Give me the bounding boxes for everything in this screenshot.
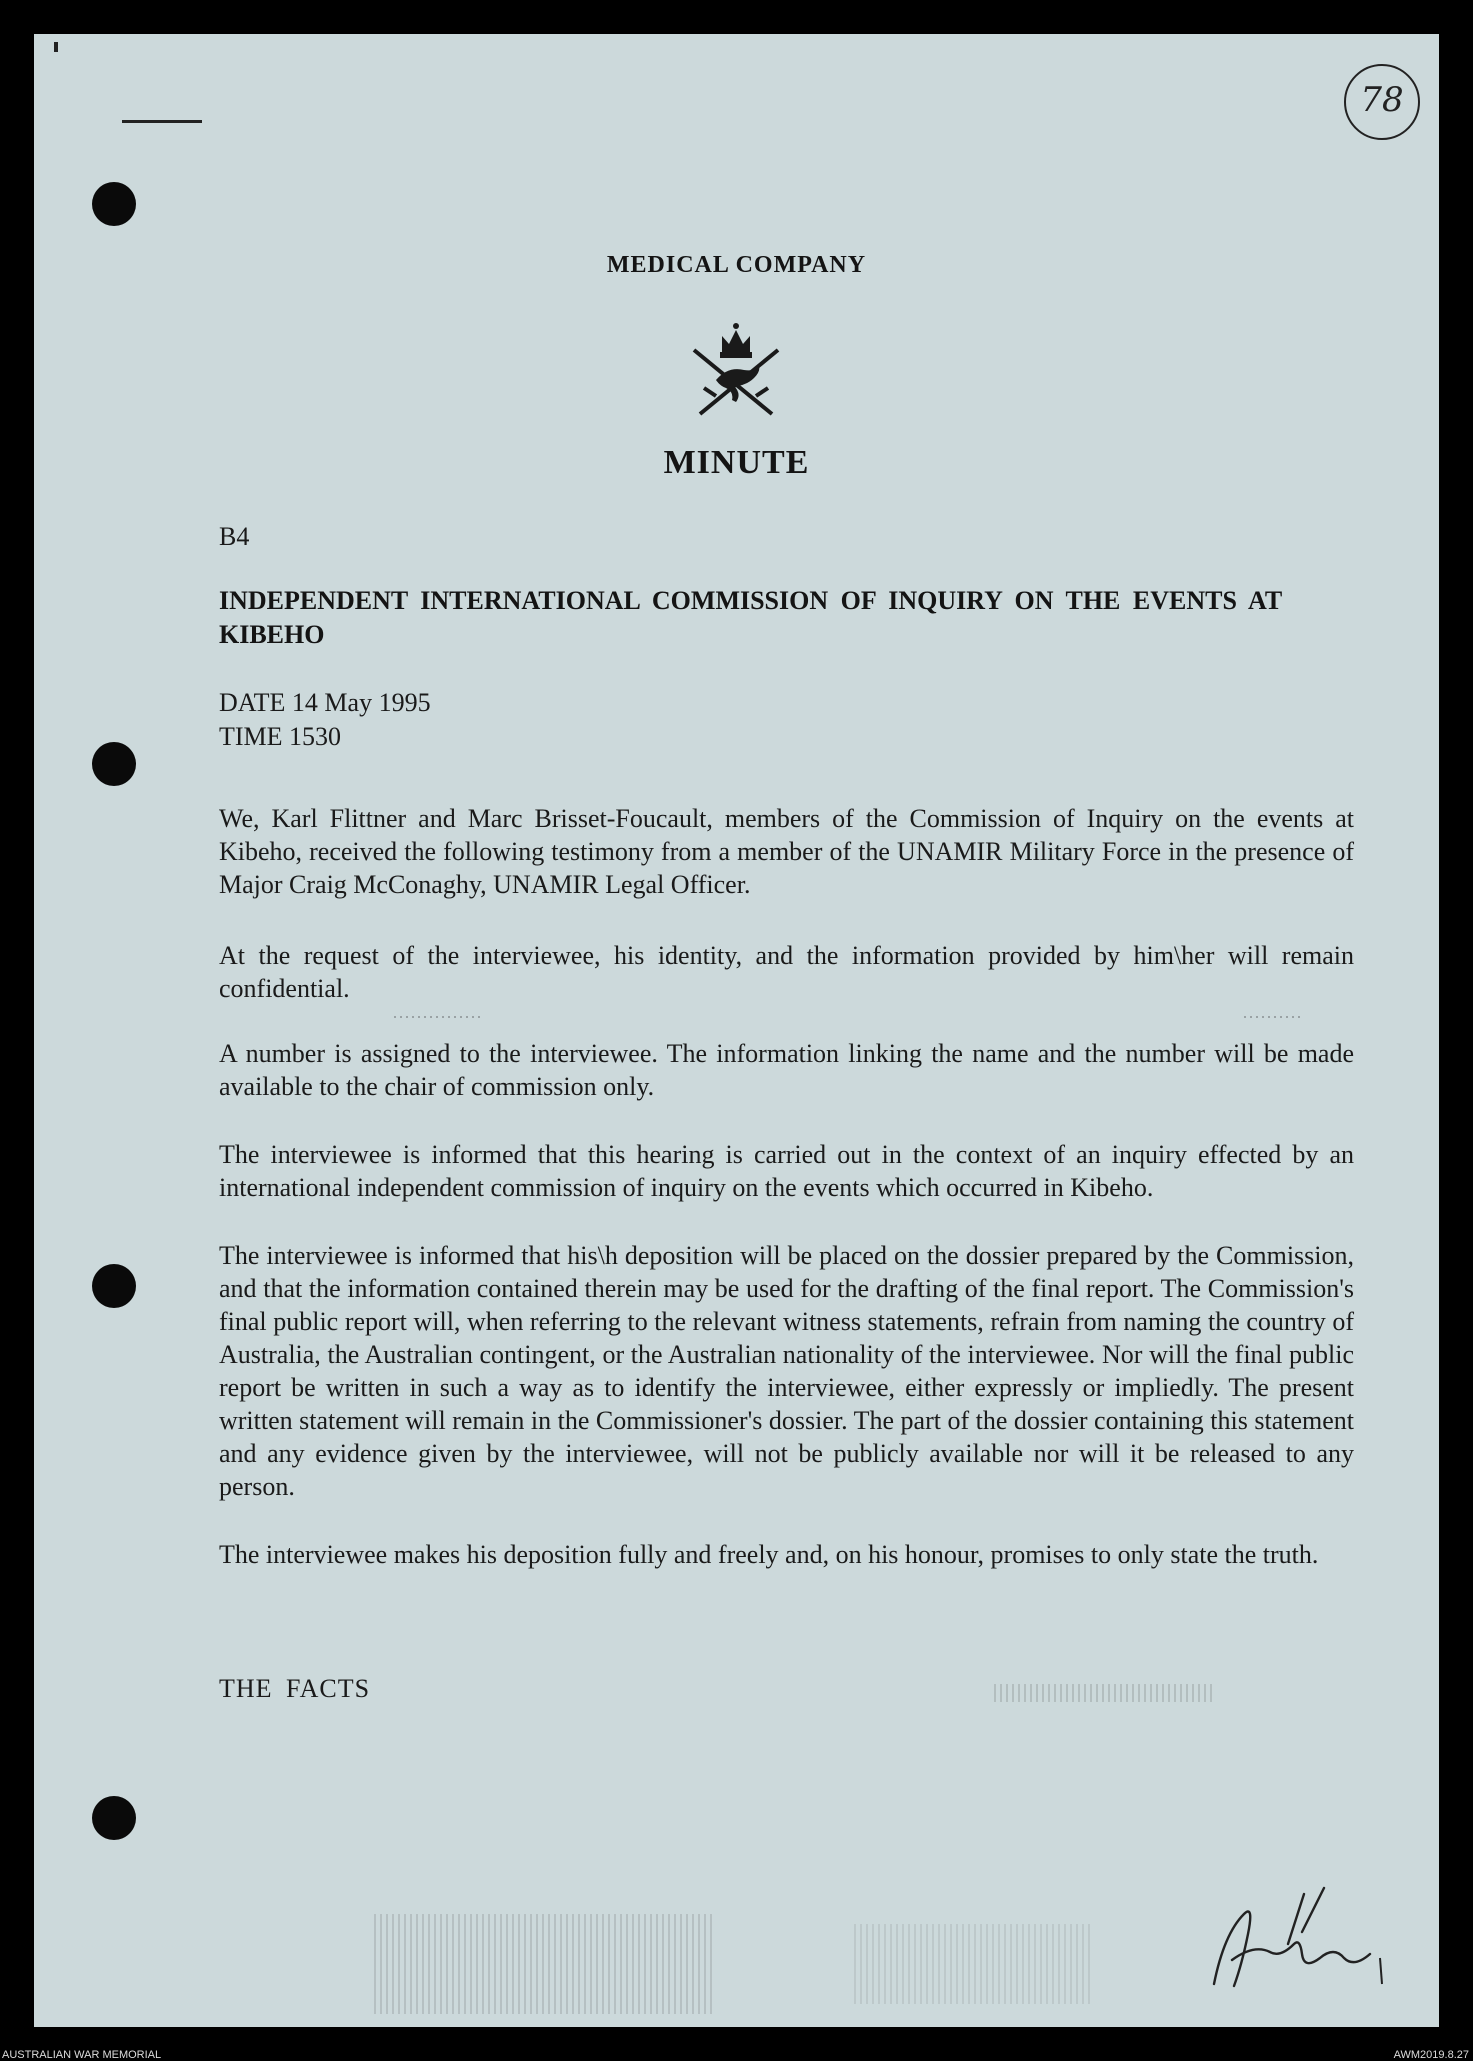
paragraph-confidentiality: At the request of the interviewee, his identity, and the information provided by him\her will remain confidential. [219,941,1354,1003]
scan-noise [374,1914,714,2014]
paragraph-context: The interviewee is informed that this hearing is carried out in the context of an inquiry effected by an international independent commission of inquiry on the events which occurred in Kibeho. [219,1140,1354,1202]
army-crossed-swords-crown-emblem-icon [686,314,786,424]
document-page [34,34,1439,2027]
paragraph-number-assignment: A number is assigned to the interviewee. The information linking the name and the number will be made available to the chair of commission only. [219,1039,1354,1101]
reference-code: B4 [219,522,250,551]
subject-heading: INDEPENDENT INTERNATIONAL COMMISSION OF INQUIRY ON THE EVENTS AT KIBEHO [219,586,1282,649]
paragraph-attendance: We, Karl Flittner and Marc Brisset-Foucault, members of the Commission of Inquiry on the events at Kibeho, received the following testimony from a member of the UNAMIR Military Force in the presence of Major Craig McConaghy, UNAMIR Legal Officer. [219,804,1354,899]
scan-noise [994,1684,1214,1702]
scan-noise [1244,1016,1304,1018]
pen-mark [122,120,202,123]
scan-noise [854,1924,1094,2004]
paragraph-dossier: The interviewee is informed that his\h deposition will be placed on the dossier prepared by the Commission, and that the information contained therein may be used for the drafting of the final report. The Commission's final public report will, when referring to the relevant witness statements, refrain from naming the country of Australia, the Australian contingent, or the Australian nationality of the interviewee. Nor will the final public report be written in such a way as to identify the interviewee, either expressly or impliedly. The present written statement will remain in the Commissioner's dossier. The part of the dossier containing this statement and any evidence given by the interviewee, will not be publicly available nor will it be released to any person. [219,1241,1354,1501]
date-line: DATE 14 May 1995 [219,688,431,717]
company-heading: MEDICAL COMPANY [606,252,867,278]
speck-mark [54,42,58,52]
time-line: TIME 1530 [219,722,342,751]
folio-number: 78 [1360,80,1404,120]
scan-noise [394,1016,484,1018]
facts-heading: THE FACTS [219,1674,371,1703]
signature-icon [1184,1874,1404,2004]
archive-reference: AWM2019.8.27 [1393,2049,1469,2061]
minute-title: MINUTE [663,444,810,481]
binder-hole [92,1796,136,1840]
folio-circle [1344,64,1420,140]
binder-hole [92,182,136,226]
archive-credit: AUSTRALIAN WAR MEMORIAL [2,2049,162,2061]
binder-hole [92,1264,136,1308]
binder-hole [92,742,136,786]
paragraph-honour: The interviewee makes his deposition fully and freely and, on his honour, promises to only state the truth. [219,1540,1319,1569]
